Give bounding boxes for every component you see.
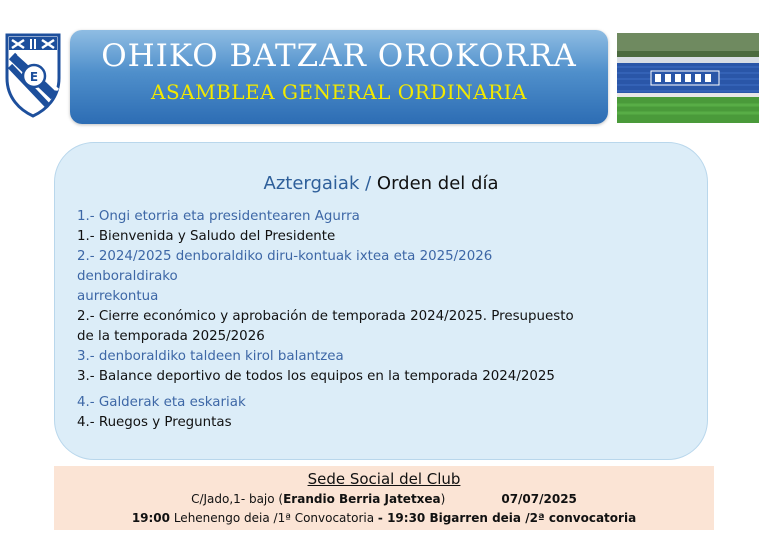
agenda-item: de la temporada 2025/2026 [77,329,265,344]
page-title: OHIKO BATZAR OROKORRA [101,38,577,74]
agenda-heading-eu: Aztergaiak / [263,173,372,194]
agenda-item: 1.- Ongi etorria eta presidentearen Agurra [77,209,360,224]
first-call-label: Lehenengo deia /1ª Convocatoria [170,511,378,525]
meeting-times [54,511,714,525]
agenda-item: 4.- Galderak eta eskariak [77,395,246,410]
agenda-item: 4.- Ruegos y Preguntas [77,415,232,430]
agenda-item: aurrekontua [77,289,159,304]
club-crest-icon [4,32,62,118]
address-suffix: ) [440,492,446,506]
agenda-item: 2.- Cierre económico y aprobación de temporada 2024/2025. Presupuesto [77,309,574,324]
venue-footer [54,466,714,530]
venue-address [54,492,714,506]
svg-text:E: E [29,70,39,84]
agenda-item: 1.- Bienvenida y Saludo del Presidente [77,229,336,244]
agenda-list [77,207,697,433]
agenda-panel [54,142,708,460]
stadium-photo [617,33,759,123]
second-call: - 19:30 Bigarren deia /2ª convocatoria [377,511,637,525]
address-prefix: C/Jado,1- bajo ( [191,492,284,506]
agenda-item: 3.- denboraldiko taldeen kirol balantzea [77,349,344,364]
page-subtitle: ASAMBLEA GENERAL ORDINARIA [151,80,527,104]
agenda-heading-es: Orden del día [376,173,499,194]
agenda-item: 2.- 2024/2025 denboraldiko diru-kontuak ixtea eta 2025/2026 [77,249,493,264]
title-banner [70,30,608,124]
venue-name: Erandio Berria Jatetxea [283,492,441,506]
first-call-time: 19:00 [131,511,171,525]
agenda-item: denboraldirako [77,269,178,284]
meeting-date: 07/07/2025 [501,492,577,506]
venue-title: Sede Social del Club [307,470,461,488]
agenda-item: 3.- Balance deportivo de todos los equipos en la temporada 2024/2025 [77,369,555,384]
agenda-heading [55,173,707,194]
